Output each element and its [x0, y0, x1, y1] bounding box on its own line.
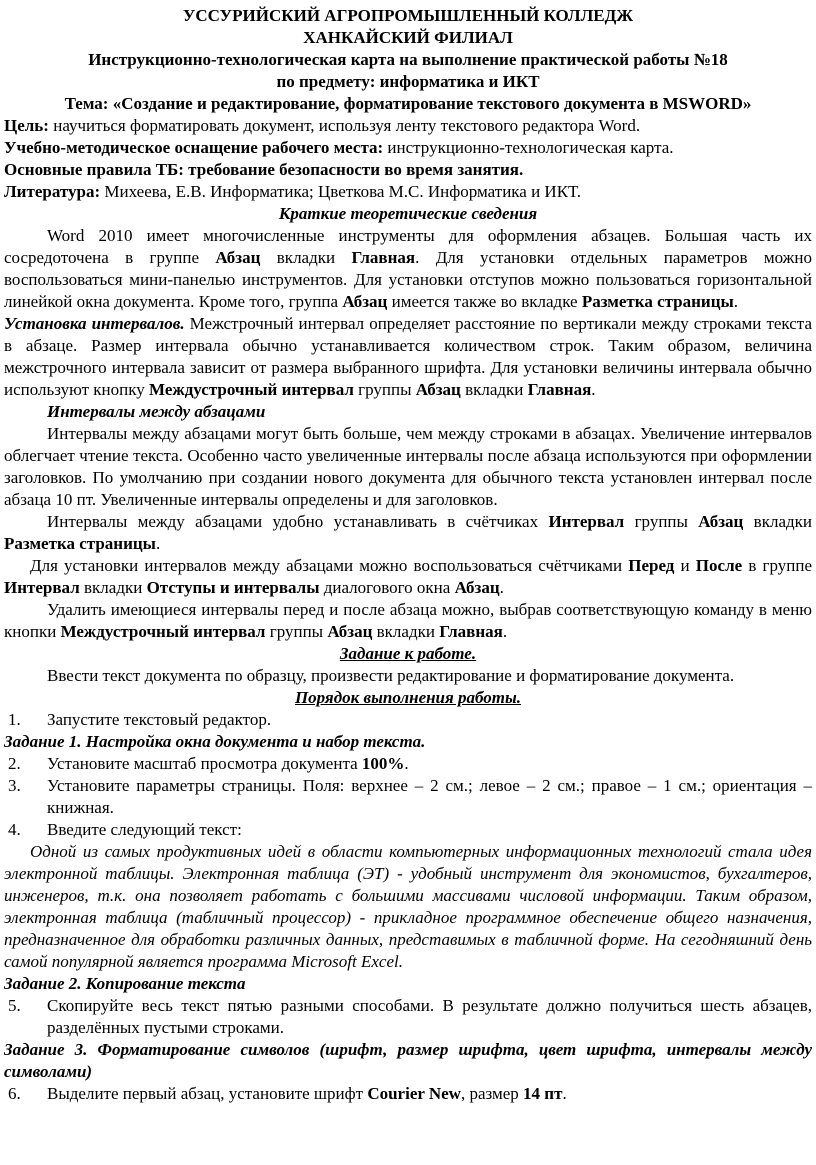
text-run: . [591, 380, 596, 399]
text-run: Учебно-методическое оснащение рабочего места: [4, 138, 388, 157]
text-run: Удалить имеющиеся интервалы перед и после абзаца можно, выбрав соответствующую команду в меню кнопки [4, 600, 812, 641]
list-number: 4. [8, 820, 21, 839]
list-item [4, 1083, 812, 1105]
text-run: ХАНКАЙСКИЙ ФИЛИАЛ [303, 28, 513, 47]
task3-heading [4, 1039, 812, 1083]
text-run: . [733, 292, 739, 311]
task2-heading [4, 973, 812, 995]
text-run: Порядок выполнения работы. [294, 688, 522, 707]
list-item [4, 775, 812, 819]
text-run: группы [265, 622, 328, 641]
text-run: группы [353, 380, 416, 399]
list-item [4, 753, 812, 775]
text-run: Установите параметры страницы. Поля: верхнее – 2 см.; левое – 2 см.; правое – 1 см.; ориентация – книжная. [47, 776, 812, 817]
text-run: 14 пт [523, 1084, 563, 1103]
text-run: Выделите первый абзац, установите шрифт [47, 1084, 368, 1103]
list-number: 1. [8, 710, 21, 729]
theory-paragraph [4, 511, 812, 555]
sample-text-paragraph [4, 841, 812, 973]
text-run: После [695, 556, 743, 575]
theory-paragraph [4, 225, 812, 313]
text-run: научиться форматировать документ, используя ленту текстового редактора Word. [53, 116, 641, 135]
list-item [4, 709, 812, 731]
text-run: вкладки [460, 380, 528, 399]
text-run: диалогового окна [319, 578, 455, 597]
theory-paragraph [4, 599, 812, 643]
text-run: Word 2010 имеет многочисленные инструменты для оформления абзацев. Большая часть их сосредоточена в группе [4, 226, 812, 267]
text-run: Междустрочный интервал [149, 380, 354, 399]
theory-paragraph [4, 313, 812, 401]
text-run: . [499, 578, 504, 597]
list-item [4, 819, 812, 841]
text-run: Абзац [342, 292, 388, 311]
text-run: Задание 3. Форматирование символов (шрифт, размер шрифта, цвет шрифта, интервалы между символами) [4, 1040, 812, 1081]
text-run: вкладки [743, 512, 812, 531]
task-heading [4, 643, 812, 665]
text-run: вкладки [79, 578, 147, 597]
text-run: Краткие теоретические сведения [278, 204, 538, 223]
text-run: Главная [351, 248, 416, 267]
text-run: Главная [527, 380, 592, 399]
text-run: Установка интервалов. [4, 314, 190, 333]
text-run: Установите масштаб просмотра документа [47, 754, 362, 773]
text-run: Интервалы между абзацами удобно устанавливать в счётчиках [47, 512, 549, 531]
text-run: Главная [439, 622, 503, 641]
text-run: Инструкционно-технологическая карта на выполнение практической работы №18 [88, 50, 728, 69]
subject-line [4, 71, 812, 93]
goal-paragraph [4, 115, 812, 137]
text-run: Разметка страницы [581, 292, 734, 311]
list-number: 6. [8, 1084, 21, 1103]
text-run: Межстрочный интервал определяет расстояние по вертикали между строками текста в абзаце. Размер интервала обычно устанавливается количеством строк. Таким образом, величина межстрочного интервала зависит от размера выбранного шрифта. Для установки величины интервала обычно используют кнопку [4, 314, 812, 399]
text-run: Интервал [548, 512, 625, 531]
text-run: . [155, 534, 161, 553]
text-run: Одной из самых продуктивных идей в области компьютерных информационных технологий стала идея электронной таблицы. Электронная таблица (ЭТ) - удобный инструмент для экономистов, бухгалтеров, инженеров, т.к. она позволяет работать с большими массивами числовой информации. Таким образом, электронная таблица (табличный процессор) - прикладное программное обеспечение общего назначения, предназначенное для обработки различных данных, представимых в табличной форме. На сегодняшний день самой популярной является программа Microsoft Excel. [4, 842, 812, 971]
text-run: Интервалы между абзацами [47, 402, 266, 421]
text-run: Отступы и интервалы [146, 578, 320, 597]
text-run: Задание 1. Настройка окна документа и набор текста. [4, 732, 426, 751]
text-run: Интервалы между абзацами могут быть больше, чем между строками в абзацах. Увеличение интервалов облегчает чтение текста. Особенно часто увеличенные интервалы после абзаца используются при оформлении заголовков. По умолчанию при создании нового документа для обычного текста установлен интервал после абзаца 10 пт. Увеличенные интервалы определены и для заголовков. [4, 424, 812, 509]
text-run: Абзац [454, 578, 500, 597]
list-number: 2. [8, 754, 21, 773]
text-run: Введите следующий текст: [47, 820, 242, 839]
text-run: Разметка страницы [4, 534, 156, 553]
text-run: Скопируйте весь текст пятью разными способами. В результате должно получиться шесть абзацев, разделённых пустыми строками. [47, 996, 812, 1037]
text-run: по предмету: информатика и ИКТ [276, 72, 540, 91]
list-item [4, 995, 812, 1039]
text-run: Ввести текст документа по образцу, произвести редактирование и форматирование документа. [47, 666, 735, 685]
text-run: и [674, 556, 696, 575]
theory-heading [4, 203, 812, 225]
equipment-paragraph [4, 137, 812, 159]
list-number: 3. [8, 776, 21, 795]
text-run: Михеева, Е.В. Информатика; Цветкова М.С. Информатика и ИКТ. [104, 182, 581, 201]
text-run: Абзац [698, 512, 744, 531]
card-title [4, 49, 812, 71]
topic-line [4, 93, 812, 115]
text-run: Абзац [415, 380, 461, 399]
text-run: Тема: «Создание и редактирование, форматирование текстового документа в MSWORD» [64, 94, 752, 113]
text-run: Перед [628, 556, 675, 575]
procedure-heading [4, 687, 812, 709]
text-run: , размер [460, 1084, 524, 1103]
text-run: вкладки [372, 622, 440, 641]
text-run: Courier New [367, 1084, 461, 1103]
text-run: инструкционно-технологическая карта. [387, 138, 674, 157]
text-run: Цель: [4, 116, 54, 135]
text-run: Абзац [215, 248, 261, 267]
text-run: УССУРИЙСКИЙ АГРОПРОМЫШЛЕННЫЙ КОЛЛЕДЖ [182, 6, 634, 25]
literature-paragraph [4, 181, 812, 203]
text-run: 100% [361, 754, 405, 773]
theory-paragraph [4, 423, 812, 511]
text-run: . [502, 622, 508, 641]
college-title [4, 5, 812, 27]
text-run: Для установки интервалов между абзацами можно воспользоваться счётчиками [30, 556, 629, 575]
text-run: группы [624, 512, 699, 531]
text-run: вкладки [260, 248, 352, 267]
text-run: в группе [742, 556, 812, 575]
safety-paragraph [4, 159, 812, 181]
text-run: . [404, 754, 409, 773]
text-run: имеется также во вкладке [387, 292, 582, 311]
list-number: 5. [8, 996, 21, 1015]
intervals-heading [4, 401, 812, 423]
task1-heading [4, 731, 812, 753]
text-run: Междустрочный интервал [60, 622, 266, 641]
text-run: Запустите текстовый редактор. [47, 710, 272, 729]
text-run: Литература: [4, 182, 105, 201]
task-paragraph [4, 665, 812, 687]
text-run: . Для установки отдельных параметров можно воспользоваться мини-панелью инструментов. Для установки отступов можно пользоваться горизонтальной линейкой окна документа. Кроме того, группа [4, 248, 813, 311]
text-run: Интервал [4, 578, 80, 597]
text-run: Основные правила ТБ: требование безопасности во время занятия. [4, 160, 524, 179]
branch-title [4, 27, 812, 49]
text-run: Задание к работе. [339, 644, 477, 663]
text-run: . [562, 1084, 567, 1103]
theory-paragraph [4, 555, 812, 599]
text-run: Задание 2. Копирование текста [4, 974, 246, 993]
text-run: Абзац [327, 622, 373, 641]
